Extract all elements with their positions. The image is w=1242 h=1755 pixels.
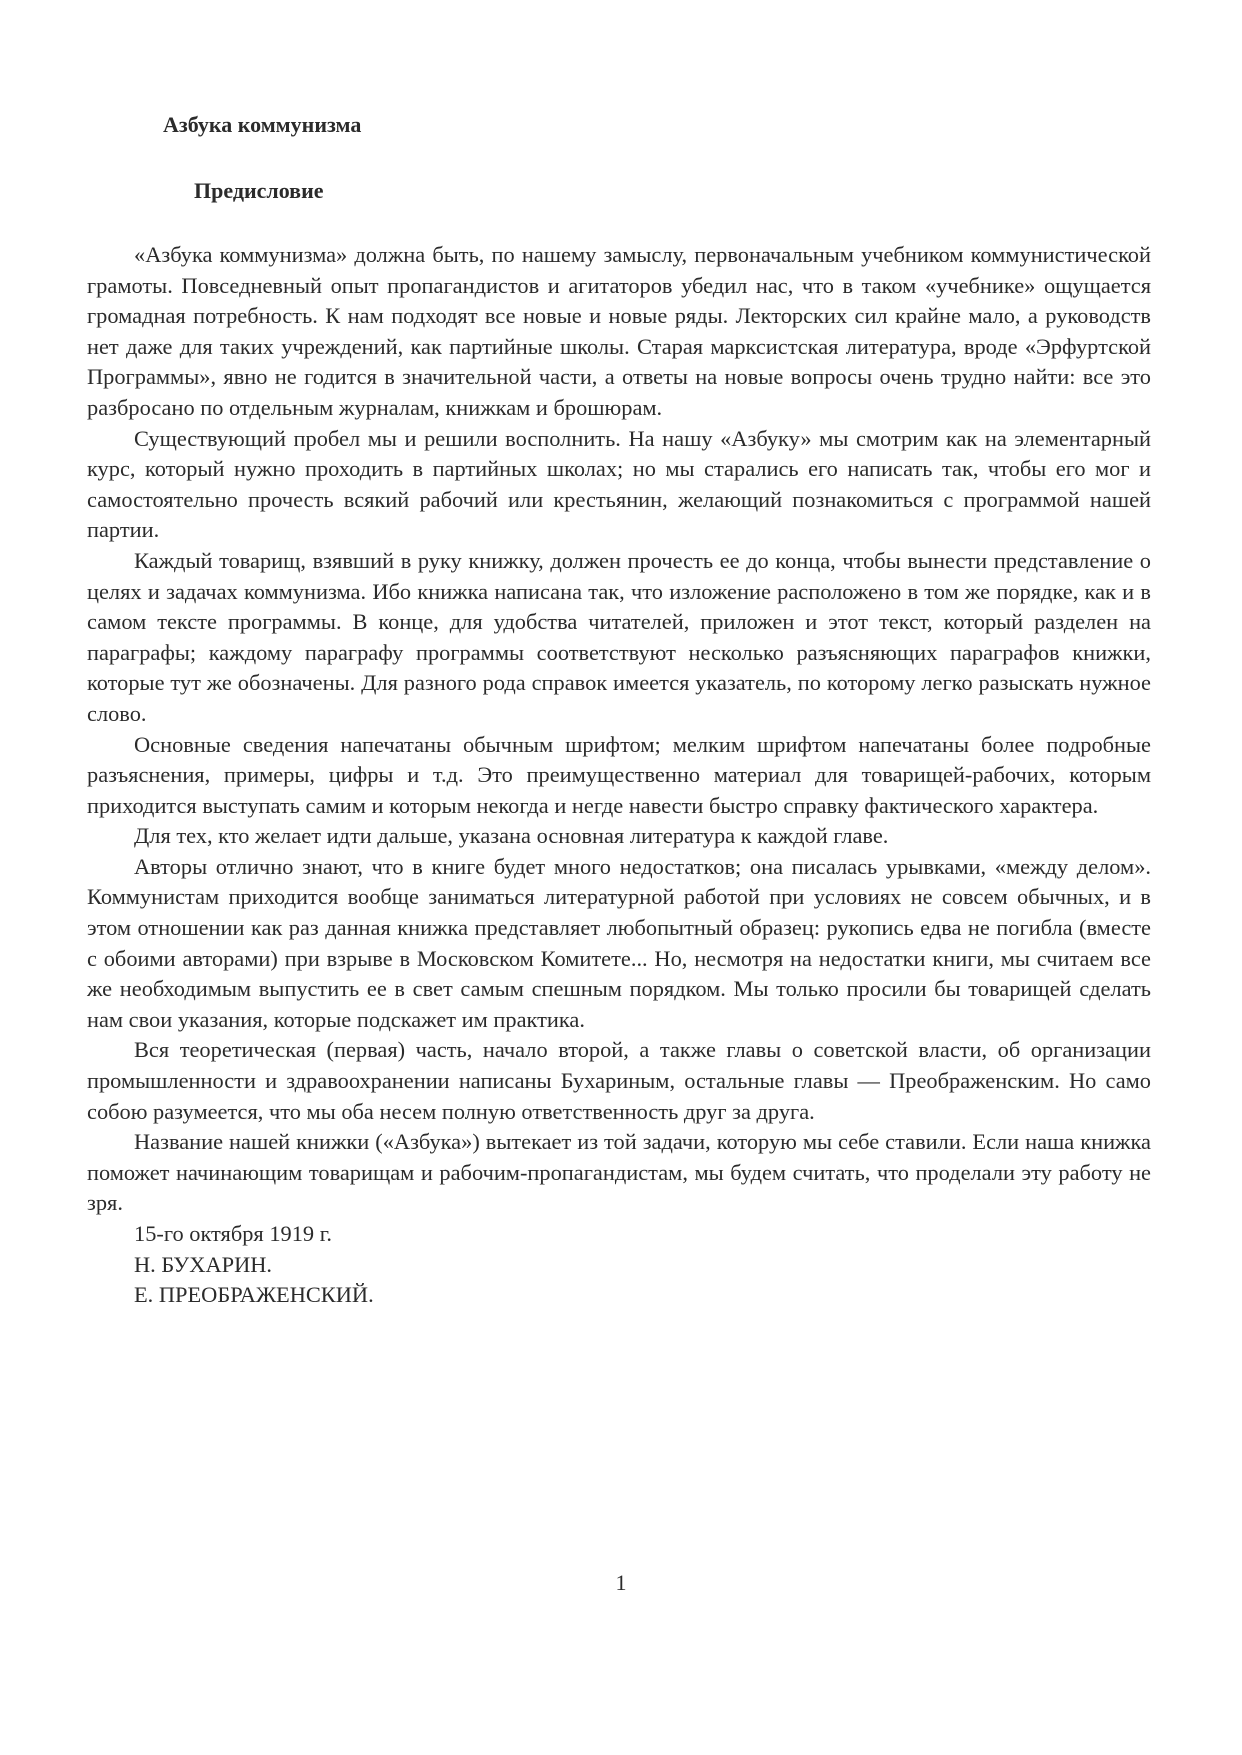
paragraph: Авторы отлично знают, что в книге будет много недостатков; она писалась урывками, «между делом». Коммунистам приходится вообще заниматься литературной работой при условиях не совсем обычных, и в этом отношении как раз данная книжка представляет любопытный образец: рукопись едва не погибла (вместе с обоими авторами) при взрыве в Московском Комитете... Но, несмотря на недостатки книги, мы считаем все же необходимым выпустить ее в свет самым спешным порядком. Мы только просили бы товарищей сделать нам свои указания, которые подскажет им практика. bbox=[87, 853, 1151, 1032]
paragraph: Вся теоретическая (первая) часть, начало второй, а также главы о советской власти, об организации промышленности и здравоохранении написаны Бухариным, остальные главы — Преображенским. Но само собою разумеется, что мы оба несем полную ответственность друг за друга. bbox=[87, 1037, 1151, 1124]
signature-preobrazhensky: Е. ПРЕОБРАЖЕНСКИЙ. bbox=[134, 1282, 374, 1308]
section-title: Предисловие bbox=[194, 178, 324, 203]
paragraph: «Азбука коммунизма» должна быть, по нашему замыслу, первоначальным учебником коммунистической грамоты. Повседневный опыт пропагандистов и агитаторов убедил нас, что в таком «учебнике» ощущается громадная потребность. К нам подходят все новые и новые ряды. Лекторских сил крайне мало, а руководств нет даже для таких учреждений, как партийные школы. Старая марксистская литература, вроде «Эрфуртской Программы», явно не годится в значительной части, а ответы на новые вопросы очень трудно найти: все это разбросано по отдельным журналам, книжкам и брошюрам. bbox=[87, 242, 1151, 420]
document-title: Азбука коммунизма bbox=[163, 112, 362, 137]
paragraph: Для тех, кто желает идти дальше, указана основная литература к каждой главе. bbox=[134, 823, 889, 849]
document-body bbox=[87, 240, 1151, 1311]
paragraph: Существующий пробел мы и решили восполнить. На нашу «Азбуку» мы смотрим как на элементарный курс, который нужно проходить в партийных школах; но мы старались его написать так, чтобы его мог и самостоятельно прочесть всякий рабочий или крестьянин, желающий познакомиться с программой нашей партии. bbox=[87, 425, 1151, 543]
paragraph: Основные сведения напечатаны обычным шрифтом; мелким шрифтом напечатаны более подробные разъяснения, примеры, цифры и т.д. Это преимущественно материал для товарищей-рабочих, которым приходится выступать самим и которым некогда и негде навести быстро справку фактического характера. bbox=[87, 731, 1151, 818]
paragraph: Каждый товарищ, взявший в руку книжку, должен прочесть ее до конца, чтобы вынести представление о целях и задачах коммунизма. Ибо книжка написана так, что изложение расположено в том же порядке, как и в самом тексте программы. В конце, для удобства читателей, приложен и этот текст, который разделен на параграфы; каждому параграфу программы соответствуют несколько разъясняющих параграфов книжки, которые тут же обозначены. Для разного рода справок имеется указатель, по которому легко разыскать нужное слово. bbox=[87, 547, 1151, 726]
paragraph: Название нашей книжки («Азбука») вытекает из той задачи, которую мы себе ставили. Если наша книжка поможет начинающим товарищам и рабочим-пропагандистам, мы будем считать, что проделали эту работу не зря. bbox=[87, 1129, 1151, 1216]
signature-bukharin: Н. БУХАРИН. bbox=[134, 1251, 273, 1277]
document-date: 15-го октября 1919 г. bbox=[134, 1221, 332, 1246]
page-number: 1 bbox=[615, 1570, 627, 1595]
